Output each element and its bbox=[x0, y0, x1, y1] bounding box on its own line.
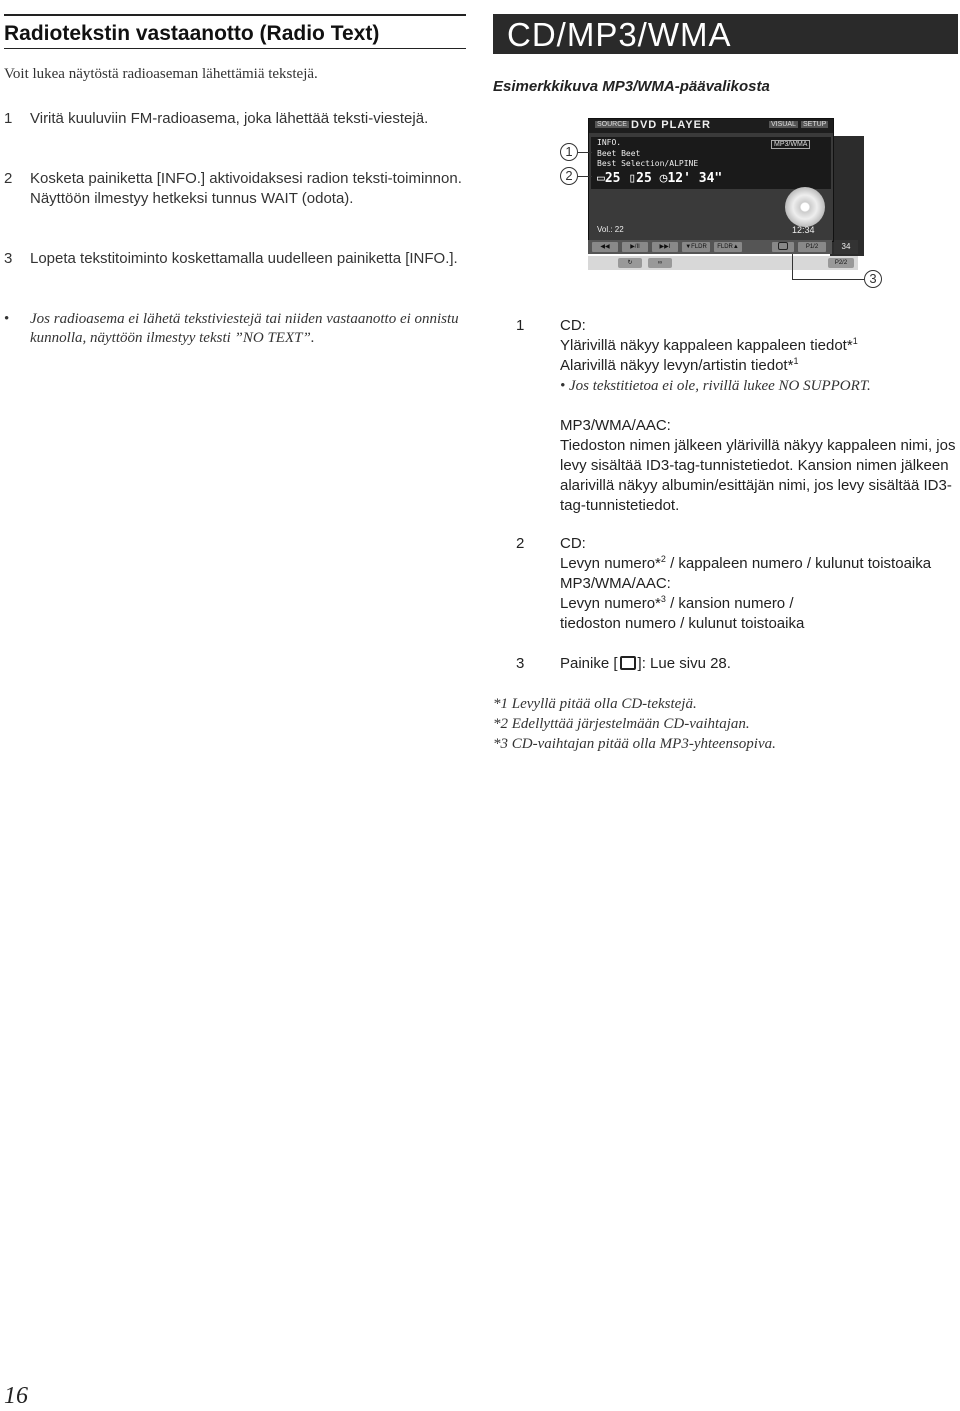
callout-2-line bbox=[578, 176, 592, 177]
folder-up-button[interactable]: FLDR▲ bbox=[714, 242, 742, 252]
footnote-2: *2 Edellyttää järjestelmään CD-vaihtajan. bbox=[493, 716, 750, 732]
shuffle-button[interactable]: ∞ bbox=[648, 258, 672, 268]
control-bar-1 bbox=[588, 240, 832, 254]
screen-background-layer bbox=[830, 136, 864, 256]
footnote-3: *3 CD-vaihtajan pitää olla MP3-yhteensopiva. bbox=[493, 736, 776, 752]
file-icon: ▯ bbox=[628, 171, 637, 186]
info-panel bbox=[591, 137, 831, 189]
section-heading-radio-text: Radiotekstin vastaanotto (Radio Text) bbox=[4, 22, 380, 45]
volume-readout: Vol.: 22 bbox=[597, 225, 624, 234]
step-number: 1 bbox=[4, 110, 13, 127]
folder-down-button[interactable]: ▼FLDR bbox=[682, 242, 710, 252]
prev-button[interactable]: ◀◀ bbox=[592, 242, 618, 252]
note bbox=[4, 310, 464, 348]
page-1-button[interactable]: P1/2 bbox=[798, 242, 826, 252]
note-text: Jos radioasema ei lähetä tekstiviestejä tai niiden vastaanotto ei onnistu kunnolla, näyttöön ilmestyy teksti ”NO TEXT”. bbox=[30, 311, 459, 346]
callout-3-line-horizontal bbox=[792, 279, 864, 280]
step-number: 3 bbox=[4, 250, 13, 267]
step-3 bbox=[4, 249, 474, 269]
disc-icon bbox=[785, 187, 825, 227]
item-cd-line-1: Ylärivillä näkyy kappaleen kappaleen tiedot*$^1$ bbox=[560, 336, 858, 354]
figure-caption: Esimerkkikuva MP3/WMA-päävalikosta bbox=[493, 78, 770, 95]
screen-title: DVD PLAYER bbox=[631, 119, 711, 131]
callout-1-line bbox=[578, 152, 592, 153]
item-cd-note: • Jos tekstitietoa ei ole, rivillä lukee NO SUPPORT. bbox=[560, 378, 871, 394]
repeat-button[interactable]: ↻ bbox=[618, 258, 642, 268]
item-cd-text: Levyn numero*$^2$ / kappaleen numero / kulunut toistoaika bbox=[560, 554, 932, 572]
bullet-icon: • bbox=[4, 311, 10, 327]
page-indicator: 34 bbox=[834, 240, 858, 254]
setup-button[interactable]: SETUP bbox=[803, 121, 827, 128]
callout-2: 2 bbox=[560, 167, 578, 185]
info-line-2: Best Selection/ALPINE bbox=[597, 159, 699, 168]
step-text: Lopeta tekstitoiminto koskettamalla uudelleen painiketta [INFO.]. bbox=[30, 250, 458, 267]
elapsed-time: 12' 34" bbox=[667, 171, 723, 186]
counters bbox=[597, 171, 722, 186]
callout-1: 1 bbox=[560, 143, 578, 161]
display-button-icon bbox=[620, 656, 636, 670]
step-text: Viritä kuuluviin FM-radioasema, joka lähettää teksti-viestejä. bbox=[30, 110, 429, 127]
heading-underline bbox=[4, 48, 466, 49]
step-2 bbox=[4, 169, 474, 209]
list-item-3 bbox=[516, 654, 956, 674]
list-item-2 bbox=[516, 534, 956, 634]
item-mp3-text-2: tiedoston numero / kulunut toistoaika bbox=[560, 615, 805, 632]
display-button[interactable] bbox=[772, 242, 794, 252]
page-number: 16 bbox=[4, 1383, 28, 1409]
footnote-1: *1 Levyllä pitää olla CD-tekstejä. bbox=[493, 696, 697, 712]
file-number: 25 bbox=[636, 171, 652, 186]
play-pause-button[interactable]: ▶/II bbox=[622, 242, 648, 252]
item-mp3-label: MP3/WMA/AAC: bbox=[560, 417, 671, 434]
list-item-1 bbox=[516, 316, 956, 516]
item-number: 2 bbox=[516, 535, 525, 552]
item-cd-line-2: Alarivillä näkyy levyn/artistin tiedot*$^1$ bbox=[560, 356, 799, 374]
folder-icon: ▭ bbox=[597, 171, 605, 186]
mode-badge: MP3/WMA bbox=[771, 140, 810, 149]
item-mp3-label: MP3/WMA/AAC: bbox=[560, 575, 671, 592]
step-text: Kosketa painiketta [INFO.] aktivoidaksesi radion teksti-toiminnon. bbox=[30, 170, 462, 187]
info-label: INFO. bbox=[597, 138, 622, 147]
info-line-1: Beet Beet bbox=[597, 149, 641, 158]
step-subtext: Näyttöön ilmestyy hetkeksi tunnus WAIT (odota). bbox=[30, 190, 354, 207]
folder-number: 25 bbox=[604, 171, 621, 186]
clock-readout: 12:34 bbox=[792, 225, 815, 235]
item-cd-label: CD: bbox=[560, 535, 586, 552]
control-bar-2 bbox=[588, 256, 858, 270]
item-number: 3 bbox=[516, 655, 525, 672]
step-number: 2 bbox=[4, 170, 13, 187]
visual-button[interactable]: VISUAL bbox=[771, 121, 796, 128]
display-icon bbox=[778, 242, 788, 250]
clock-icon: ◷ bbox=[659, 171, 668, 186]
item-mp3-text: Tiedoston nimen jälkeen ylärivillä näkyy kappaleen nimi, jos levy sisältää ID3-tag-tunnistetiedot. Kansion nimen jälkeen alarivillä näkyy albumin/esittäjän nimi, jos levy sisältää ID3-tag-tunnistetiedot. bbox=[560, 437, 956, 514]
item-mp3-text: Levyn numero*$^3$ / kansion numero / bbox=[560, 594, 794, 612]
dvd-player-screen bbox=[588, 118, 834, 242]
callout-3-line-vertical bbox=[792, 254, 793, 280]
intro-text: Voit lukea näytöstä radioaseman lähettämiä tekstejä. bbox=[4, 66, 318, 82]
heading-rule bbox=[4, 14, 466, 16]
step-1 bbox=[4, 109, 474, 129]
item-cd-label: CD: bbox=[560, 317, 586, 334]
next-button[interactable]: ▶▶I bbox=[652, 242, 678, 252]
callout-3: 3 bbox=[864, 270, 882, 288]
section-banner: CD/MP3/WMA bbox=[493, 14, 958, 54]
source-button[interactable]: SOURCE bbox=[597, 121, 627, 128]
page-2-button[interactable]: P2/2 bbox=[828, 258, 854, 268]
item-text: Painike [ ]: Lue sivu 28. bbox=[560, 655, 731, 672]
item-number: 1 bbox=[516, 317, 525, 334]
